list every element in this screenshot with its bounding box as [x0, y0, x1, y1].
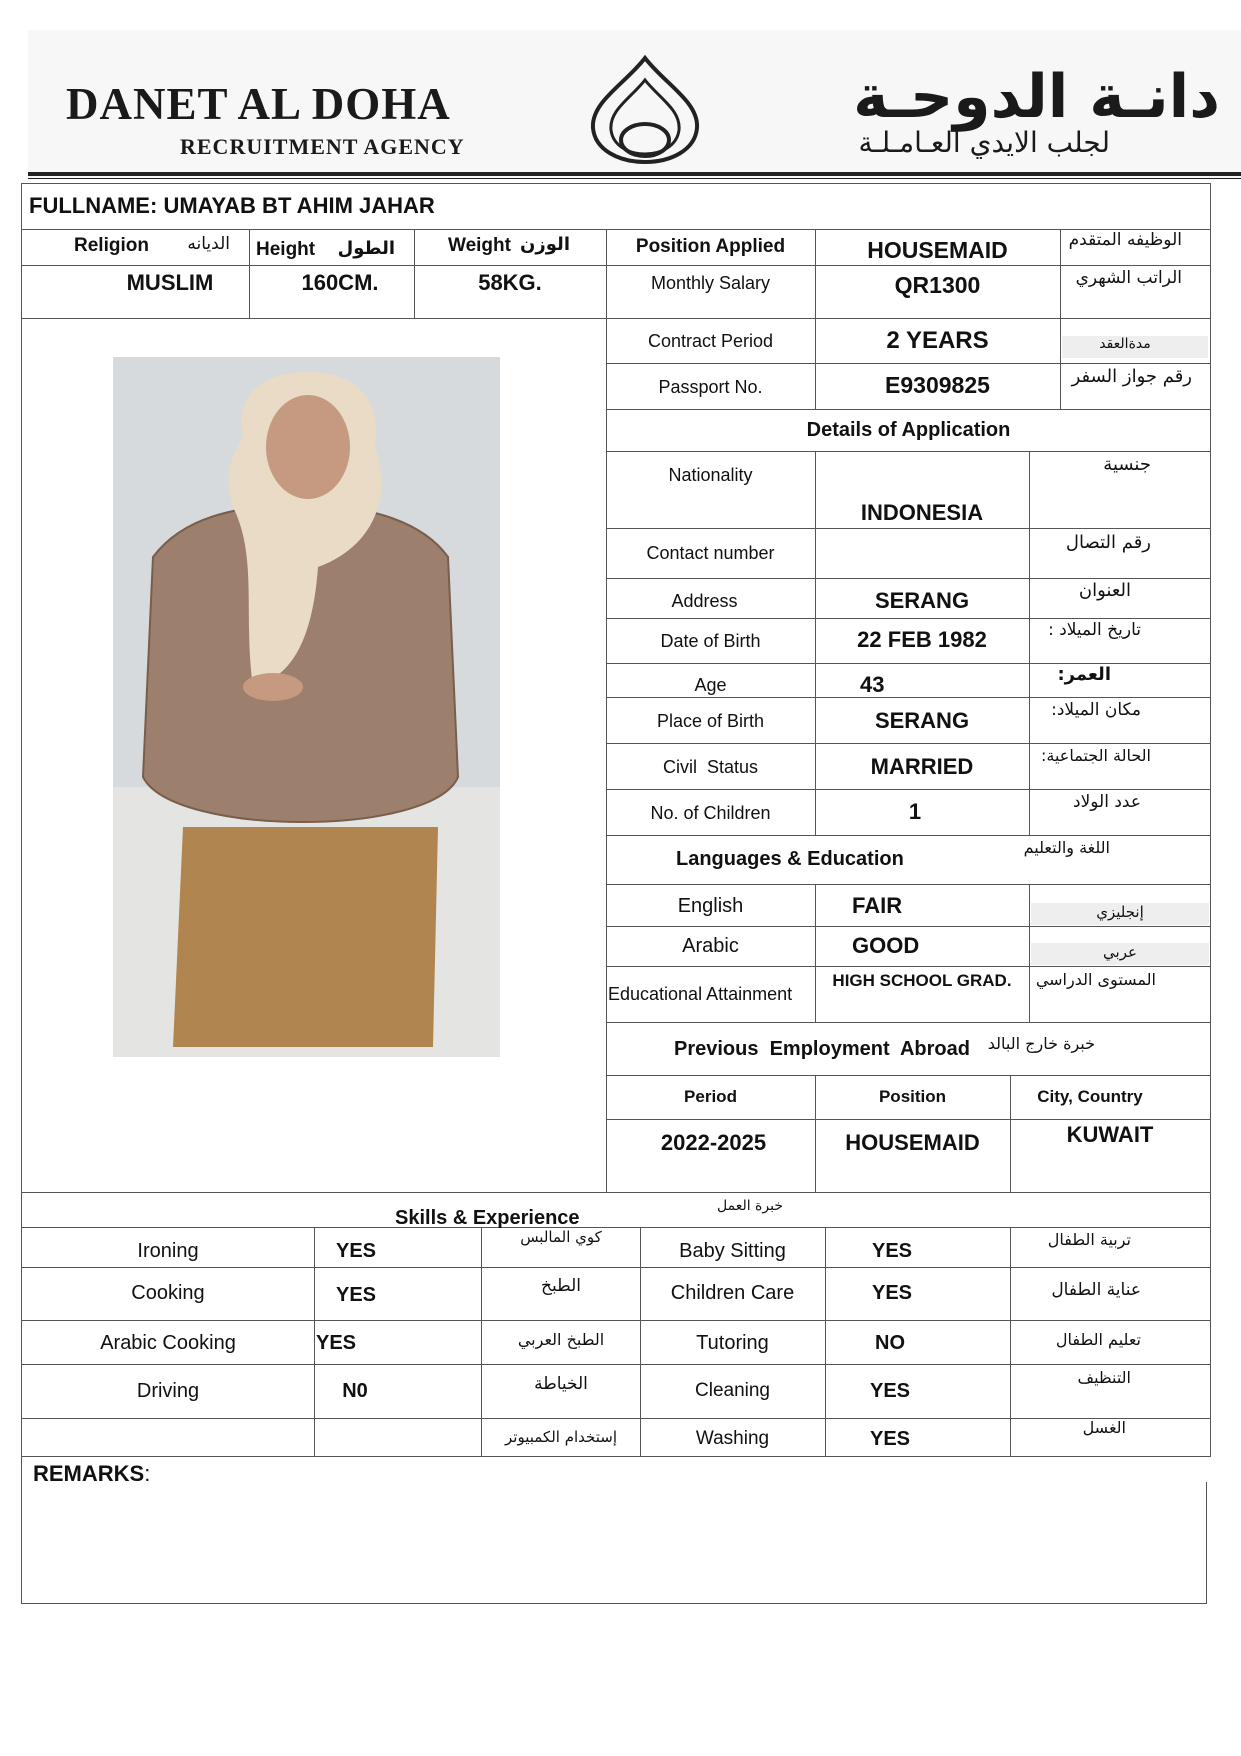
skill-value: [330, 1424, 380, 1454]
detail-value-age: 43: [860, 672, 885, 697]
detail-value-dob: 22 FEB 1982: [857, 627, 987, 652]
employment-position-header: Position: [878, 1087, 947, 1106]
skill-value: YES: [316, 1331, 357, 1354]
company-name-ar: دانـة الدوحـة: [853, 62, 1220, 132]
detail-value-nationality: INDONESIA: [860, 500, 984, 525]
fullname-value: UMAYAB BT AHIM JAHAR: [163, 193, 435, 218]
skill-value: YES: [336, 1239, 377, 1262]
skill-value: N0: [342, 1379, 368, 1402]
skill-label-ar: الطبخ العربي: [517, 1330, 605, 1349]
skill-label-ar: الطبخ: [541, 1276, 581, 1296]
applicant-photo: [113, 357, 500, 1057]
languages-title-ar: اللغة والتعليم: [1023, 838, 1110, 857]
company-logo: [585, 54, 705, 166]
education-value: HIGH SCHOOL GRAD.: [832, 971, 1012, 990]
detail-ar-civil: الحالة الجتماعية:: [1040, 746, 1151, 765]
skill-value: YES: [869, 1427, 911, 1450]
detail-value-address: SERANG: [874, 588, 970, 613]
detail-label-pob: Place of Birth: [656, 710, 765, 731]
religion-label: Religion: [74, 235, 149, 256]
skills-title: Skills & Experience: [395, 1206, 580, 1229]
company-name-en: DANET AL DOHA: [66, 79, 451, 129]
arabic-label: Arabic: [682, 934, 739, 957]
skill-label-ar: الخياطة: [534, 1374, 588, 1394]
monthly-salary-value: QR1300: [894, 271, 981, 298]
skill-value: YES: [869, 1379, 911, 1402]
detail-ar-dob: تاريخ الميلاد :: [1048, 620, 1141, 640]
detail-ar-age: العمر:: [1057, 664, 1111, 685]
detail-ar-contact: رقم التصال: [1065, 532, 1151, 553]
remarks-label: [33, 1458, 150, 1490]
skill-label-ar: تربية الطفال: [1047, 1230, 1131, 1249]
employment-period-header: Period: [684, 1087, 737, 1106]
skill-label-ar: تعليم الطفال: [1055, 1330, 1141, 1349]
height-label: Height: [256, 239, 316, 260]
position-applied-ar: الوظيفه المتقدم: [1068, 230, 1182, 250]
skill-value: YES: [872, 1239, 913, 1262]
skill-value: YES: [336, 1283, 377, 1306]
skills-title-ar: خبرة العمل: [717, 1198, 783, 1214]
arabic-value: GOOD: [852, 933, 920, 958]
weight-value: 58KG.: [478, 270, 542, 295]
skill-label: Ironing: [137, 1239, 199, 1262]
contract-period-value: 2 YEARS: [886, 327, 989, 354]
detail-label-age: Age: [694, 674, 727, 695]
header-rule-thin: [28, 178, 1241, 179]
skill-label: [22, 1424, 314, 1454]
employment-city-value: KUWAIT: [1066, 1122, 1154, 1147]
skill-value: YES: [872, 1281, 913, 1304]
skill-label: Driving: [136, 1379, 200, 1402]
details-title: Details of Application: [806, 418, 1011, 441]
height-value: 160CM.: [301, 270, 379, 295]
detail-value-children: 1: [908, 799, 922, 824]
detail-ar-nationality: جنسية: [1103, 454, 1151, 475]
employment-title-ar: خبرة خارج البالد: [987, 1034, 1095, 1053]
contract-period-label: Contract Period: [647, 330, 774, 351]
education-label: Educational Attainment: [608, 983, 793, 1004]
english-value: FAIR: [852, 893, 903, 918]
detail-value-pob: SERANG: [874, 708, 970, 733]
passport-ar: رقم جواز السفر: [1071, 366, 1192, 387]
detail-value-civil: MARRIED: [870, 754, 974, 779]
position-applied-label: Position Applied: [635, 236, 786, 257]
fullname-label: FULLNAME:: [29, 193, 158, 218]
english-ar: إنجليزي: [1096, 903, 1144, 921]
position-applied-value: HOUSEMAID: [867, 236, 1008, 263]
detail-label-children: No. of Children: [650, 802, 771, 823]
skill-label: Cooking: [131, 1281, 205, 1304]
languages-title: Languages & Education: [676, 847, 904, 870]
fullname-row: [29, 188, 435, 224]
weight-label: Weight: [448, 235, 511, 256]
header-rule: [28, 172, 1241, 176]
remarks-area[interactable]: [24, 1494, 1204, 1600]
education-ar: المستوى الدراسي: [1035, 970, 1156, 989]
remarks-colon: :: [144, 1461, 151, 1486]
skill-label-ar: التنظيف: [1077, 1368, 1131, 1387]
skill-label: Cleaning: [695, 1380, 770, 1401]
employment-city-header: City, Country: [1037, 1087, 1143, 1106]
detail-label-contact: Contact number: [646, 542, 775, 563]
english-label: English: [677, 894, 744, 917]
detail-ar-address: العنوان: [1078, 580, 1131, 601]
monthly-salary-label: Monthly Salary: [650, 272, 771, 293]
detail-ar-pob: مكان الميلاد:: [1051, 700, 1141, 720]
detail-ar-children: عدد الولاد: [1073, 792, 1141, 812]
skill-value: NO: [875, 1331, 905, 1354]
contract-period-ar: مدةالعقد: [1099, 336, 1151, 352]
skill-label: Baby Sitting: [679, 1239, 786, 1262]
detail-label-address: Address: [671, 590, 738, 611]
skill-label-ar: إستخدام الكمبيوتر: [505, 1428, 617, 1446]
agency-name-ar: لجلب الايدي العـامـلـة: [858, 126, 1110, 159]
passport-value: E9309825: [885, 371, 990, 398]
skill-label-ar: كوي المالبس: [520, 1228, 602, 1246]
arabic-ar: عربي: [1103, 943, 1137, 961]
skill-label-ar: عناية الطفال: [1051, 1280, 1141, 1300]
skill-label-ar: الغسل: [1082, 1418, 1126, 1437]
detail-label-dob: Date of Birth: [660, 630, 761, 651]
skill-label: Children Care: [670, 1281, 795, 1304]
employment-title: Previous Employment Abroad: [674, 1037, 970, 1060]
weight-label-ar: الوزن: [520, 233, 570, 255]
skill-label: Washing: [695, 1428, 770, 1449]
detail-label-civil: Civil Status: [662, 756, 759, 777]
employment-period-value: 2022-2025: [660, 1130, 767, 1155]
height-label-ar: الطول: [337, 237, 395, 259]
skill-label: Arabic Cooking: [100, 1331, 236, 1354]
remarks-label-text: REMARKS: [33, 1461, 145, 1486]
religion-value: MUSLIM: [126, 270, 214, 295]
monthly-salary-ar: الراتب الشهري: [1075, 268, 1182, 288]
employment-position-value: HOUSEMAID: [845, 1130, 980, 1155]
religion-label-ar: الديانه: [187, 234, 230, 254]
agency-name-en: RECRUITMENT AGENCY: [180, 134, 465, 159]
skill-label: Tutoring: [696, 1331, 769, 1354]
detail-label-nationality: Nationality: [668, 464, 753, 485]
detail-value-contact: [815, 538, 1029, 568]
passport-label: Passport No.: [658, 376, 763, 397]
